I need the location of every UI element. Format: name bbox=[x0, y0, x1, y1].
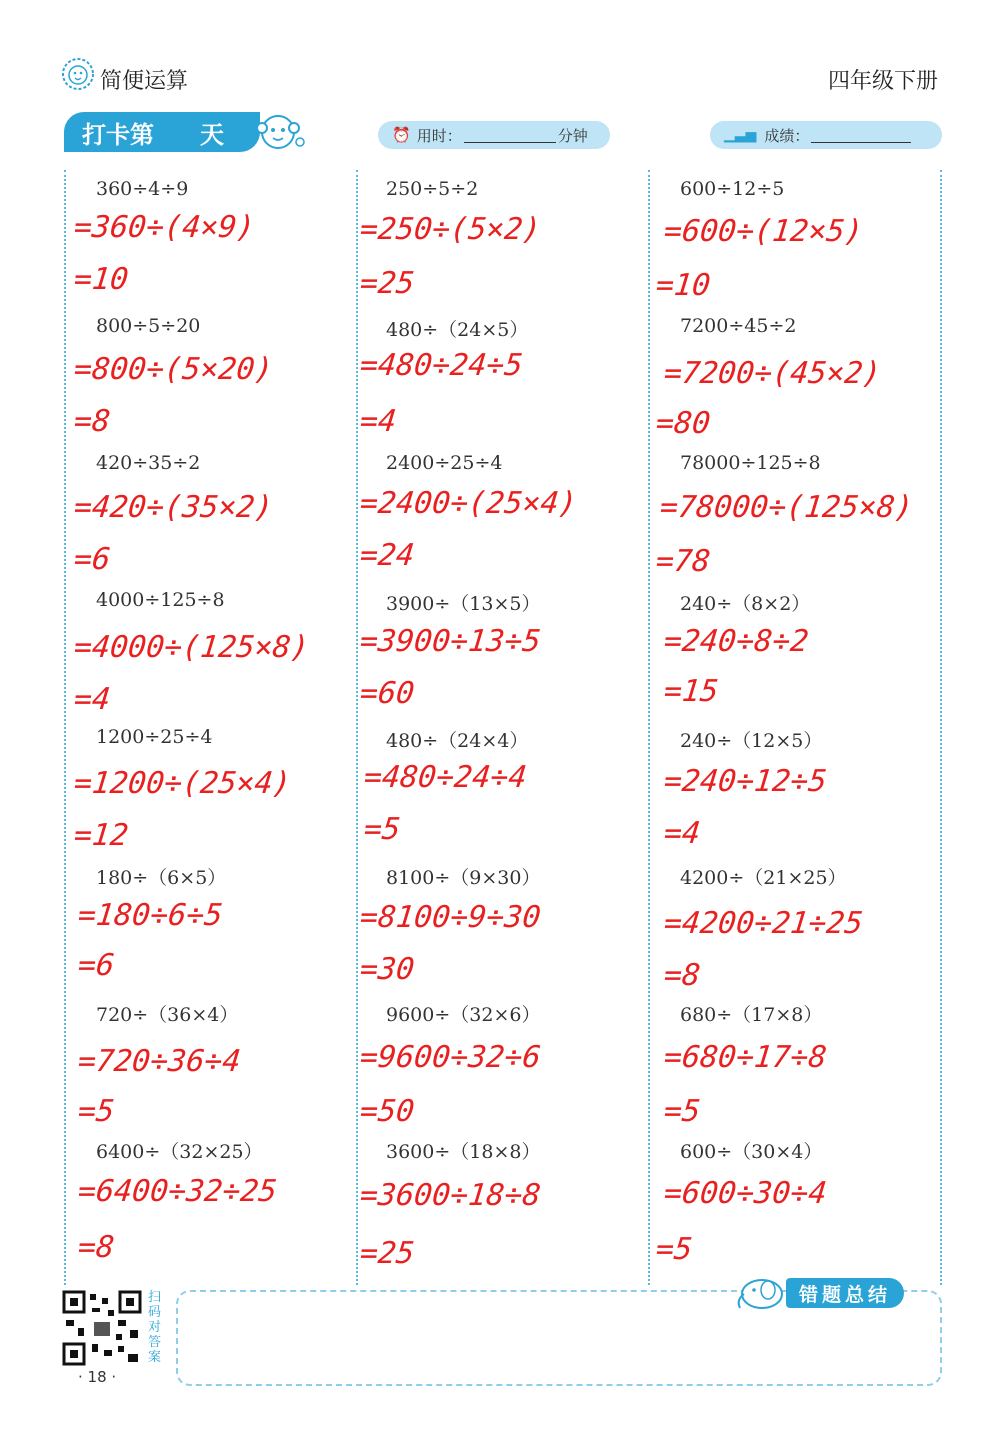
problem-text: 1200÷25÷4 bbox=[96, 726, 213, 748]
handwritten-answer: =50 bbox=[358, 1094, 417, 1129]
checkin-suffix: 天 bbox=[200, 120, 224, 149]
handwritten-answer: =4 bbox=[72, 682, 112, 717]
handwritten-answer: =10 bbox=[654, 268, 713, 303]
score-label: 成绩： bbox=[764, 126, 810, 145]
handwritten-step: =6400÷32÷25 bbox=[76, 1174, 279, 1209]
handwritten-step: =680÷17÷8 bbox=[662, 1040, 829, 1075]
problem-text: 3900÷（13×5） bbox=[386, 593, 541, 615]
handwritten-answer: =12 bbox=[72, 818, 131, 853]
handwritten-answer: =80 bbox=[654, 406, 713, 441]
handwritten-answer: =60 bbox=[358, 676, 417, 711]
time-label: 用时： bbox=[416, 126, 462, 145]
handwritten-step: =9600÷32÷6 bbox=[358, 1040, 543, 1075]
handwritten-answer: =5 bbox=[362, 812, 402, 847]
handwritten-step: =180÷6÷5 bbox=[76, 898, 225, 933]
problem-text: 180÷（6×5） bbox=[96, 867, 227, 889]
problem-text: 4000÷125÷8 bbox=[96, 589, 225, 611]
handwritten-answer: =8 bbox=[72, 404, 112, 439]
column-divider-1 bbox=[356, 170, 358, 1285]
column-divider-2 bbox=[648, 170, 650, 1285]
handwritten-answer: =8 bbox=[76, 1230, 116, 1265]
elephant-mascot-icon bbox=[730, 1272, 790, 1312]
handwritten-step: =420÷(35×2) bbox=[72, 490, 275, 525]
grade-label: 四年级下册 bbox=[827, 69, 938, 94]
problem-text: 480÷（24×5） bbox=[386, 319, 529, 341]
checkin-day-banner bbox=[64, 112, 260, 152]
problem-text: 600÷（30×4） bbox=[680, 1141, 823, 1163]
problem-text: 4200÷（21×25） bbox=[680, 867, 847, 889]
time-unit: 分钟 bbox=[557, 126, 588, 145]
handwritten-answer: =5 bbox=[654, 1232, 694, 1267]
problem-text: 7200÷45÷2 bbox=[680, 315, 797, 337]
column-border-left bbox=[64, 170, 66, 1285]
handwritten-step: =78000÷(125×8) bbox=[658, 490, 915, 525]
score-blank bbox=[811, 128, 911, 143]
handwritten-step: =2400÷(25×4) bbox=[358, 486, 579, 521]
clock-icon: ⏰ bbox=[392, 126, 411, 144]
handwritten-step: =720÷36÷4 bbox=[76, 1044, 243, 1079]
checkin-prefix: 打卡第 bbox=[82, 120, 154, 149]
handwritten-step: =8100÷9÷30 bbox=[358, 900, 543, 935]
book-title: 简便运算 bbox=[100, 69, 189, 94]
handwritten-answer: =5 bbox=[662, 1094, 702, 1129]
problem-text: 8100÷（9×30） bbox=[386, 867, 541, 889]
handwritten-step: =360÷(4×9) bbox=[72, 210, 257, 245]
problem-text: 720÷（36×4） bbox=[96, 1004, 239, 1026]
problem-text: 240÷（12×5） bbox=[680, 730, 823, 752]
handwritten-step: =600÷(12×5) bbox=[662, 214, 865, 249]
handwritten-step: =250÷(5×2) bbox=[358, 212, 543, 247]
problem-text: 250÷5÷2 bbox=[386, 178, 479, 200]
handwritten-answer: =24 bbox=[358, 538, 417, 573]
handwritten-step: =240÷12÷5 bbox=[662, 764, 829, 799]
handwritten-step: =600÷30÷4 bbox=[662, 1176, 829, 1211]
handwritten-answer: =6 bbox=[72, 542, 112, 577]
scan-for-answers-caption: 扫码对答案 bbox=[148, 1290, 162, 1365]
qr-code-icon[interactable] bbox=[62, 1290, 142, 1366]
problem-text: 680÷（17×8） bbox=[680, 1004, 823, 1026]
score-field[interactable] bbox=[710, 121, 942, 149]
problem-text: 240÷（8×2） bbox=[680, 593, 811, 615]
handwritten-step: =480÷24÷4 bbox=[362, 760, 529, 795]
handwritten-step: =3900÷13÷5 bbox=[358, 624, 543, 659]
handwritten-answer: =30 bbox=[358, 952, 417, 987]
column-border-right bbox=[940, 170, 942, 1285]
problem-text: 3600÷（18×8） bbox=[386, 1141, 541, 1163]
monkey-mascot-icon bbox=[252, 108, 308, 158]
handwritten-step: =7200÷(45×2) bbox=[662, 356, 883, 391]
handwritten-step: =4200÷21÷25 bbox=[662, 906, 865, 941]
problem-text: 2400÷25÷4 bbox=[386, 452, 503, 474]
handwritten-answer: =6 bbox=[76, 948, 116, 983]
problem-text: 480÷（24×4） bbox=[386, 730, 529, 752]
problem-text: 360÷4÷9 bbox=[96, 178, 189, 200]
time-blank bbox=[464, 128, 556, 143]
handwritten-answer: =10 bbox=[72, 262, 131, 297]
lion-mascot-icon bbox=[60, 56, 96, 92]
problem-text: 800÷5÷20 bbox=[96, 315, 201, 337]
handwritten-step: =480÷24÷5 bbox=[358, 348, 525, 383]
time-field[interactable] bbox=[378, 121, 610, 149]
page-number: · 18 · bbox=[78, 1368, 117, 1386]
handwritten-answer: =5 bbox=[76, 1094, 116, 1129]
handwritten-answer: =8 bbox=[662, 958, 702, 993]
problem-text: 6400÷（32×25） bbox=[96, 1141, 263, 1163]
handwritten-step: =240÷8÷2 bbox=[662, 624, 811, 659]
handwritten-answer: =25 bbox=[358, 266, 417, 301]
problem-text: 78000÷125÷8 bbox=[680, 452, 821, 474]
problem-text: 600÷12÷5 bbox=[680, 178, 785, 200]
handwritten-step: =4000÷(125×8) bbox=[72, 630, 311, 665]
handwritten-answer: =78 bbox=[654, 544, 713, 579]
handwritten-answer: =4 bbox=[662, 816, 702, 851]
problem-text: 9600÷（32×6） bbox=[386, 1004, 541, 1026]
problem-text: 420÷35÷2 bbox=[96, 452, 201, 474]
handwritten-step: =1200÷(25×4) bbox=[72, 766, 293, 801]
mistake-summary-label: 错题总结 bbox=[786, 1278, 904, 1308]
chart-icon: ▁▃▅ bbox=[724, 127, 757, 143]
handwritten-step: =800÷(5×20) bbox=[72, 352, 275, 387]
handwritten-answer: =15 bbox=[662, 674, 721, 709]
handwritten-answer: =4 bbox=[358, 404, 398, 439]
handwritten-step: =3600÷18÷8 bbox=[358, 1178, 543, 1213]
handwritten-answer: =25 bbox=[358, 1236, 417, 1271]
